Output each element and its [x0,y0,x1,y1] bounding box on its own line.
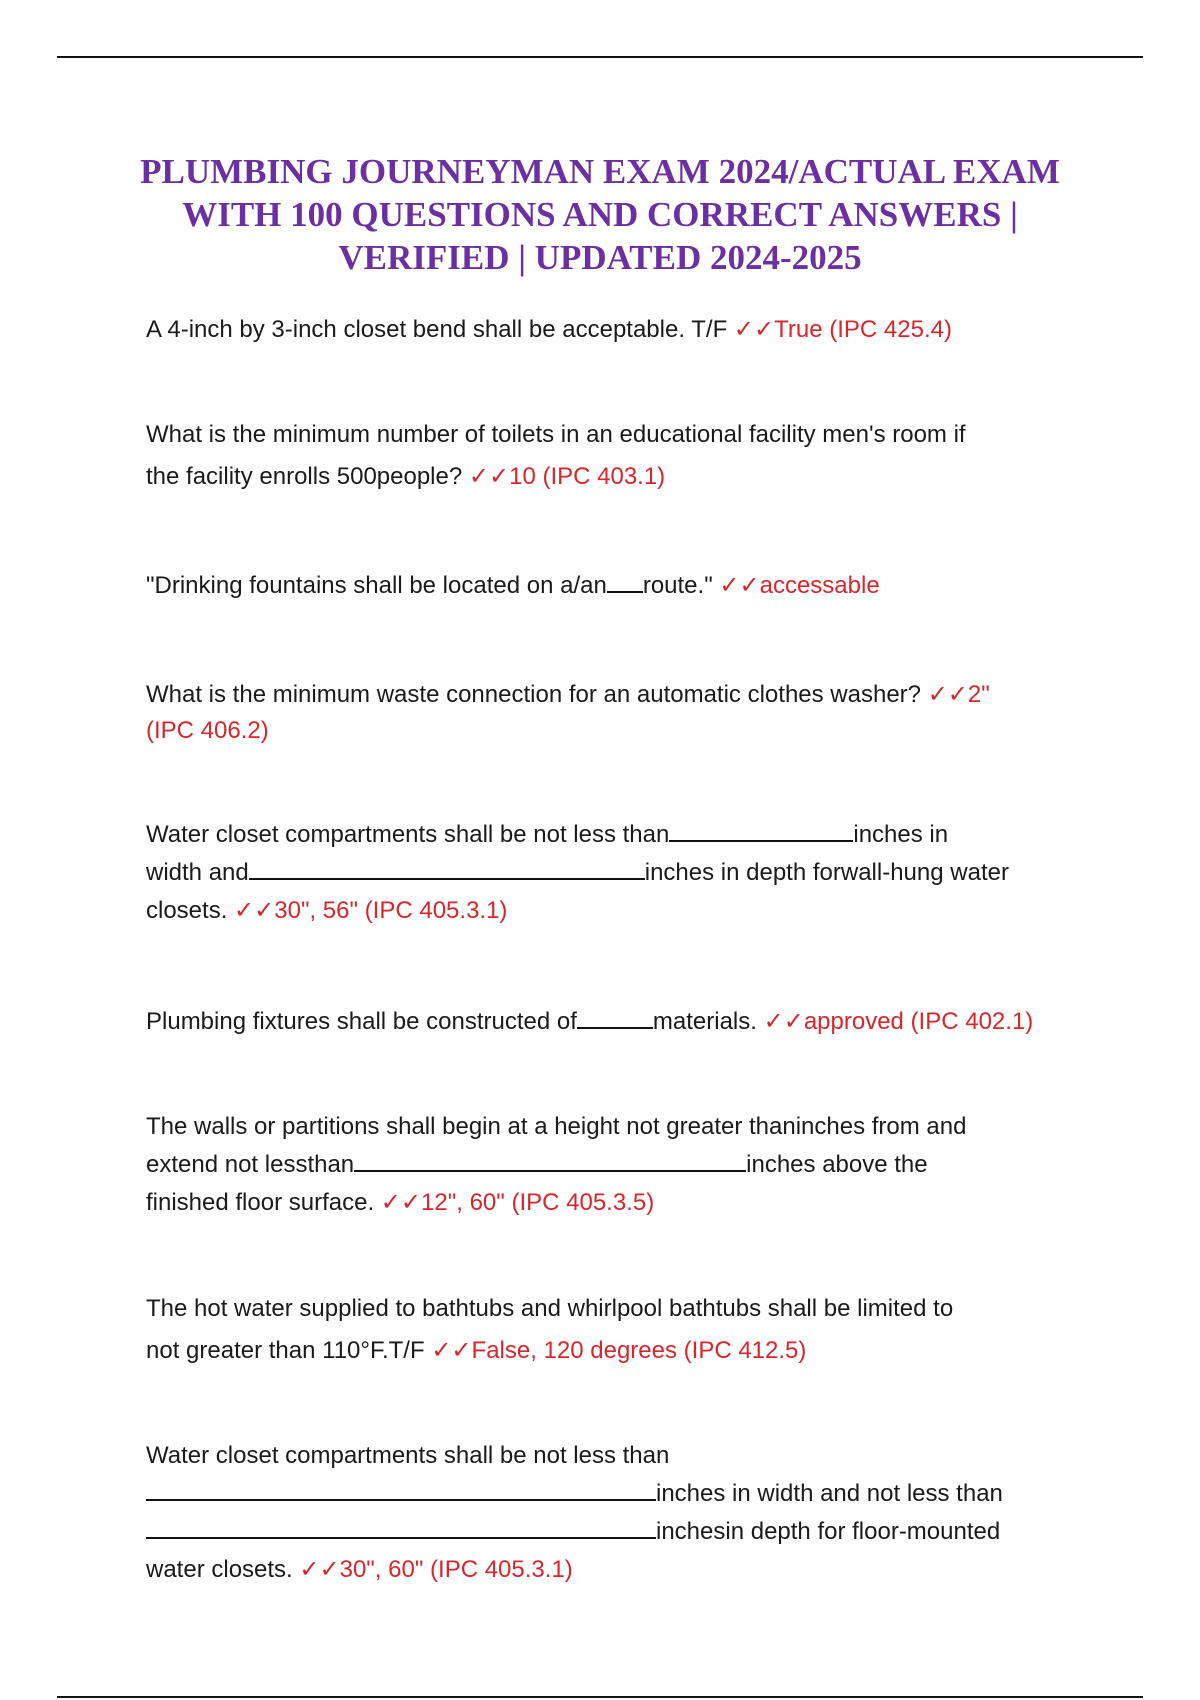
answer-text: 30", 60" (IPC 405.3.1) [339,1556,573,1583]
question-text: Plumbing fixtures shall be constructed of [146,1008,577,1035]
question-text: "Drinking fountains shall be located on a/an [146,572,607,599]
answer-blank [577,1003,653,1029]
question-7 [146,1108,1106,1222]
check-mark-icon: ✓✓ [299,1556,340,1583]
question-5 [146,816,1106,930]
title-line: WITH 100 QUESTIONS AND CORRECT ANSWERS | [182,195,1018,234]
question-text: What is the minimum number of toilets in an educational facility men's room if [146,421,966,448]
question-text: inches above the [746,1151,928,1178]
check-mark-icon: ✓✓ [234,897,275,924]
answer-blank [146,1475,656,1501]
question-3 [146,567,1106,604]
check-mark-icon: ✓✓ [927,681,968,708]
question-text: not greater than 110°F.T/F [146,1337,432,1364]
answer-text: accessable [759,572,880,599]
answer-text: approved (IPC 402.1) [803,1008,1034,1035]
title-line: PLUMBING JOURNEYMAN EXAM 2024/ACTUAL EXAM [140,152,1060,191]
title-line: VERIFIED | UPDATED 2024-2025 [338,238,862,277]
question-6 [146,1003,1106,1040]
answer-blank [669,816,853,842]
answer-text: True (IPC 425.4) [774,316,952,343]
answer-blank [354,1146,746,1172]
document-title [60,150,1140,279]
question-2 [146,414,1106,498]
check-mark-icon: ✓✓ [380,1189,422,1216]
answer-text: False, 120 degrees (IPC 412.5) [471,1337,807,1364]
check-mark-icon: ✓✓ [719,572,760,599]
check-mark-icon: ✓✓ [733,316,775,343]
answer-blank [249,854,645,880]
question-text: route." [642,572,720,599]
check-mark-icon: ✓✓ [431,1337,472,1364]
question-text: Water closet compartments shall be not less than [146,1442,670,1469]
question-text: finished floor surface. [146,1189,381,1216]
question-text: The hot water supplied to bathtubs and whirlpool bathtubs shall be limited to [146,1295,954,1322]
question-text: The walls or partitions shall begin at a height not greater thaninches from and [146,1113,967,1140]
answer-text: (IPC 406.2) [146,717,269,744]
question-text: materials. [652,1008,764,1035]
answer-text: 10 (IPC 403.1) [509,463,666,490]
check-mark-icon: ✓✓ [763,1008,804,1035]
answer-blank [146,1513,656,1539]
answer-text: 2" [967,681,990,708]
question-1 [146,312,1106,348]
question-text: Water closet compartments shall be not less than [146,821,670,848]
question-text: closets. [146,897,235,924]
question-text: inches in depth forwall-hung water [644,859,1009,886]
question-8 [146,1288,1106,1372]
question-text: width and [146,859,249,886]
answer-text: 12", 60" (IPC 405.3.5) [421,1189,655,1216]
question-text: the facility enrolls 500people? [146,463,469,490]
question-text: inches in width and not less than [656,1480,1003,1507]
header-rule [57,56,1143,58]
footer-rule [57,1696,1143,1698]
answer-blank [607,567,643,593]
question-9 [146,1437,1106,1589]
question-text: A 4-inch by 3-inch closet bend shall be acceptable. T/F [146,316,734,343]
question-text: What is the minimum waste connection for an automatic clothes washer? [146,681,928,708]
answer-text: 30", 56" (IPC 405.3.1) [274,897,508,924]
question-text: water closets. [146,1556,300,1583]
question-text: extend not lessthan [146,1151,355,1178]
question-text: inchesin depth for floor-mounted [656,1518,1001,1545]
check-mark-icon: ✓✓ [468,463,510,490]
question-4 [146,677,1106,749]
question-text: inches in [853,821,949,848]
